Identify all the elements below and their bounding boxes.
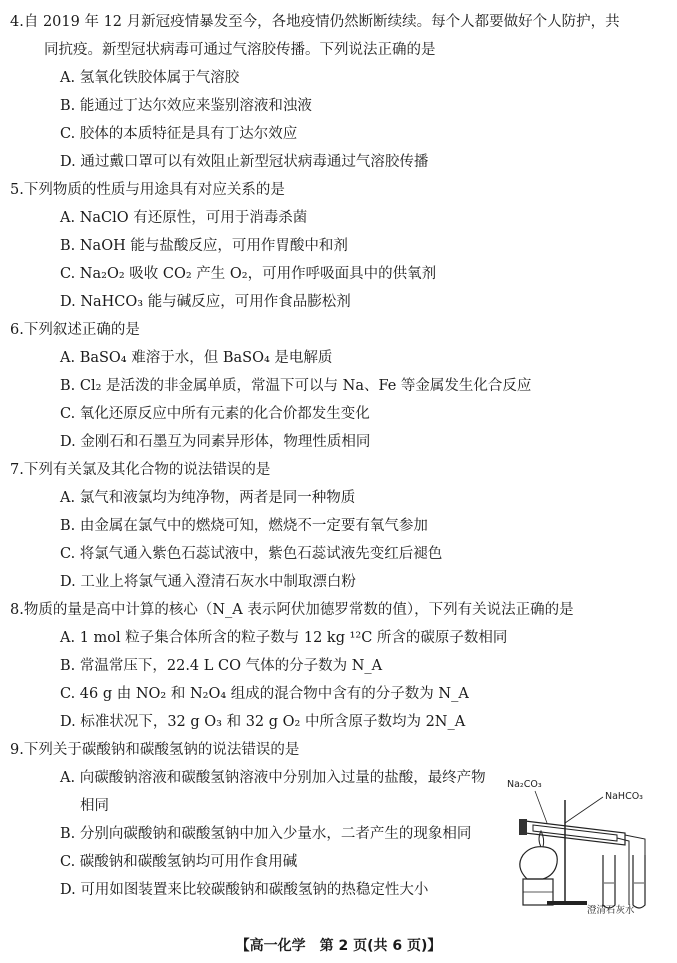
q8-option-a: A. 1 mol 粒子集合体所含的粒子数与 12 kg ¹²C 所含的碳原子数相同 [60,630,508,646]
q7-option-d: D. 工业上将氯气通入澄清石灰水中制取漂白粉 [60,574,356,590]
limewater-tube-a [603,855,615,908]
alcohol-lamp [520,847,557,879]
q7-option-b: B. 由金属在氯气中的燃烧可知，燃烧不一定要有氧气参加 [60,518,428,534]
q9-stem: 9.下列关于碳酸钠和碳酸氢钠的说法错误的是 [10,742,300,758]
page-footer: 【高一化学 第 2 页(共 6 页)】 [235,938,442,954]
q5-option-b: B. NaOH 能与盐酸反应，可用作胃酸中和剂 [60,238,348,254]
q8-option-d: D. 标准状况下，32 g O₃ 和 32 g O₂ 中所含原子数均为 2N_A [60,714,466,730]
delivery-tube-right [625,835,645,905]
q7-option-a: A. 氯气和液氯均为纯净物，两者是同一种物质 [60,490,356,506]
delivery-tube-left [617,838,629,905]
q6-option-d: D. 金刚石和石墨互为同素异形体，物理性质相同 [60,434,371,450]
flame-icon [539,831,544,847]
apparatus-figure [505,775,670,915]
q8-option-c: C. 46 g 由 NO₂ 和 N₂O₄ 组成的混合物中含有的分子数为 N_A [60,686,469,702]
q4-option-d: D. 通过戴口罩可以有效阻止新型冠状病毒通过气溶胶传播 [60,154,429,170]
q6-option-a: A. BaSO₄ 难溶于水，但 BaSO₄ 是电解质 [60,350,333,366]
q8-stem: 8.物质的量是高中计算的核心（N_A 表示阿伏加德罗常数的值），下列有关说法正确的是 [10,602,574,618]
q9-option-c: C. 碳酸钠和碳酸氢钠均可用作食用碱 [60,854,298,870]
figure-label-limewater: 澄清石灰水 [587,905,635,915]
q7-stem: 7.下列有关氯及其化合物的说法错误的是 [10,462,271,478]
q4-stem-line1: 4.自 2019 年 12 月新冠疫情暴发至今，各地疫情仍然断断续续。每个人都要做好个人防护，共 [10,14,620,30]
q7-option-c: C. 将氯气通入紫色石蕊试液中，紫色石蕊试液先变红后褪色 [60,546,443,562]
figure-label-nahco3: NaHCO₃ [605,791,643,802]
q9-option-a-cont: 相同 [80,798,109,814]
q5-stem: 5.下列物质的性质与用途具有对应关系的是 [10,182,285,198]
q4-stem-line2: 同抗疫。新型冠状病毒可通过气溶胶传播。下列说法正确的是 [44,42,436,58]
stopper [519,819,527,835]
q5-option-c: C. Na₂O₂ 吸收 CO₂ 产生 O₂，可用作呼吸面具中的供氧剂 [60,266,437,282]
q4-option-a: A. 氢氧化铁胶体属于气溶胶 [60,70,240,86]
q5-option-d: D. NaHCO₃ 能与碱反应，可用作食品膨松剂 [60,294,351,310]
q8-option-b: B. 常温常压下，22.4 L CO 气体的分子数为 N_A [60,658,383,674]
q6-option-c: C. 氧化还原反应中所有元素的化合价都发生变化 [60,406,370,422]
figure-label-na2co3: Na₂CO₃ [507,779,542,790]
q9-option-a: A. 向碳酸钠溶液和碳酸氢钠溶液中分别加入过量的盐酸，最终产物 [60,770,486,786]
limewater-tube-b [633,855,645,908]
q4-option-c: C. 胶体的本质特征是具有丁达尔效应 [60,126,298,142]
q5-option-a: A. NaClO 有还原性，可用于消毒杀菌 [60,210,308,226]
q4-option-b: B. 能通过丁达尔效应来鉴别溶液和浊液 [60,98,312,114]
q6-option-b: B. Cl₂ 是活泼的非金属单质，常温下可以与 Na、Fe 等金属发生化合反应 [60,378,532,394]
q6-stem: 6.下列叙述正确的是 [10,322,140,338]
q9-option-b: B. 分别向碳酸钠和碳酸氢钠中加入少量水，二者产生的现象相同 [60,826,472,842]
q9-option-d: D. 可用如图装置来比较碳酸钠和碳酸氢钠的热稳定性大小 [60,882,429,898]
